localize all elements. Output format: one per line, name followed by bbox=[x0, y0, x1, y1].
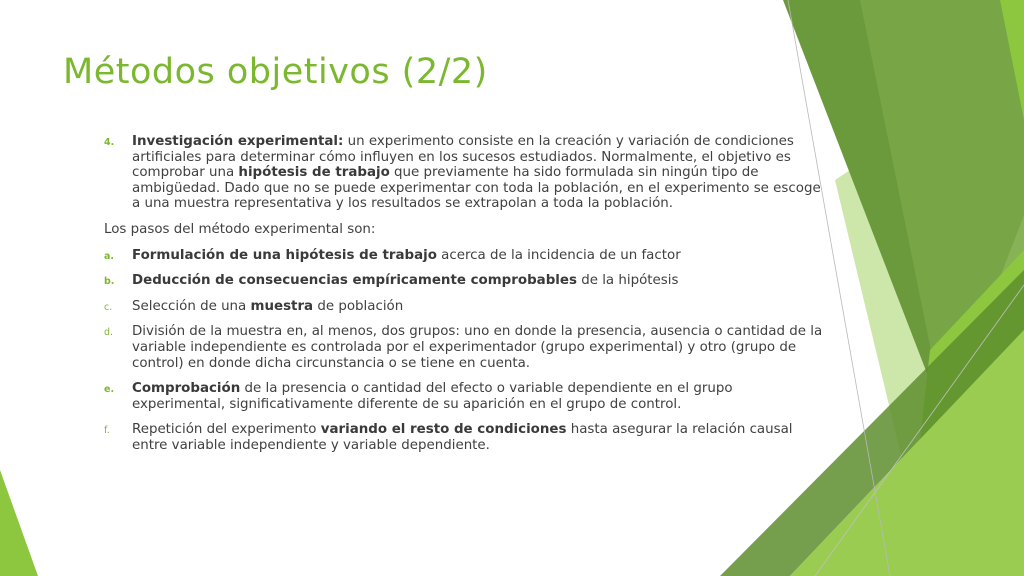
numbered-list-text bbox=[132, 134, 821, 211]
step-marker: b. bbox=[104, 276, 115, 288]
text-run: un experimento consiste en la creación y variación de condiciones artificiales para determinar cómo influyen en los sucesos estudiados. Normalmente, el objetivo es comprobar una bbox=[132, 134, 794, 181]
text-run: acerca de la incidencia de un factor bbox=[436, 247, 681, 263]
step-marker: d. bbox=[104, 327, 114, 339]
numbered-list bbox=[104, 134, 824, 212]
step-item bbox=[104, 422, 824, 453]
step-marker: e. bbox=[104, 384, 115, 396]
slide-content bbox=[104, 134, 824, 464]
bold-text-run: variando el resto de condiciones bbox=[320, 422, 567, 438]
text-run: que previamente ha sido formulada sin ningún tipo de ambigüedad. Dado que no se puede experimentar con toda la población, en el experimento se escoge a una muestra representativa y los resultados se extrapolan a toda la población. bbox=[132, 165, 821, 212]
text-run: de la hipótesis bbox=[576, 273, 679, 289]
step-item bbox=[104, 381, 824, 412]
step-text bbox=[132, 248, 681, 263]
step-item bbox=[104, 324, 824, 371]
text-run: Selección de una bbox=[132, 298, 251, 314]
text-run: de la presencia o cantidad del efecto o variable dependiente en el grupo experimental, significativamente diferente de su aparición en el grupo de control. bbox=[132, 381, 733, 412]
bold-text-run: Formulación de una hipótesis de trabajo bbox=[132, 247, 437, 263]
step-text bbox=[132, 324, 822, 370]
intro-paragraph: Los pasos del método experimental son: bbox=[104, 221, 376, 237]
step-item bbox=[104, 248, 824, 264]
step-marker: c. bbox=[104, 301, 113, 313]
step-marker: a. bbox=[104, 250, 115, 262]
corner-triangle-left bbox=[0, 470, 38, 576]
step-text bbox=[132, 273, 678, 288]
bold-text-run: Deducción de consecuencias empíricamente comprobables bbox=[132, 273, 577, 289]
steps-list bbox=[104, 248, 824, 454]
bold-text-run: Comprobación bbox=[132, 381, 241, 397]
step-text bbox=[132, 381, 733, 412]
bold-text-run: Investigación experimental: bbox=[132, 134, 344, 149]
text-run: hasta asegurar la relación causal entre variable independiente y variable dependiente. bbox=[132, 422, 793, 453]
step-marker: f. bbox=[104, 425, 110, 437]
slide-title: Métodos objetivos (2/2) bbox=[63, 52, 488, 92]
step-text bbox=[132, 422, 793, 453]
step-text bbox=[132, 299, 403, 314]
text-run: de población bbox=[313, 298, 404, 314]
bold-text-run: hipótesis de trabajo bbox=[238, 165, 390, 181]
text-run: División de la muestra en, al menos, dos grupos: uno en donde la presencia, ausencia o cantidad de la variable independiente es controlada por el experimentador (grupo experimental) y otro (grupo de control) en donde dicha circunstancia o se tiene en cuenta. bbox=[132, 324, 823, 371]
step-item bbox=[104, 273, 824, 289]
numbered-list-marker: 4. bbox=[104, 137, 115, 148]
text-run: Repetición del experimento bbox=[132, 422, 321, 438]
step-item bbox=[104, 299, 824, 315]
numbered-list-item bbox=[104, 134, 824, 212]
bold-text-run: muestra bbox=[250, 298, 314, 314]
